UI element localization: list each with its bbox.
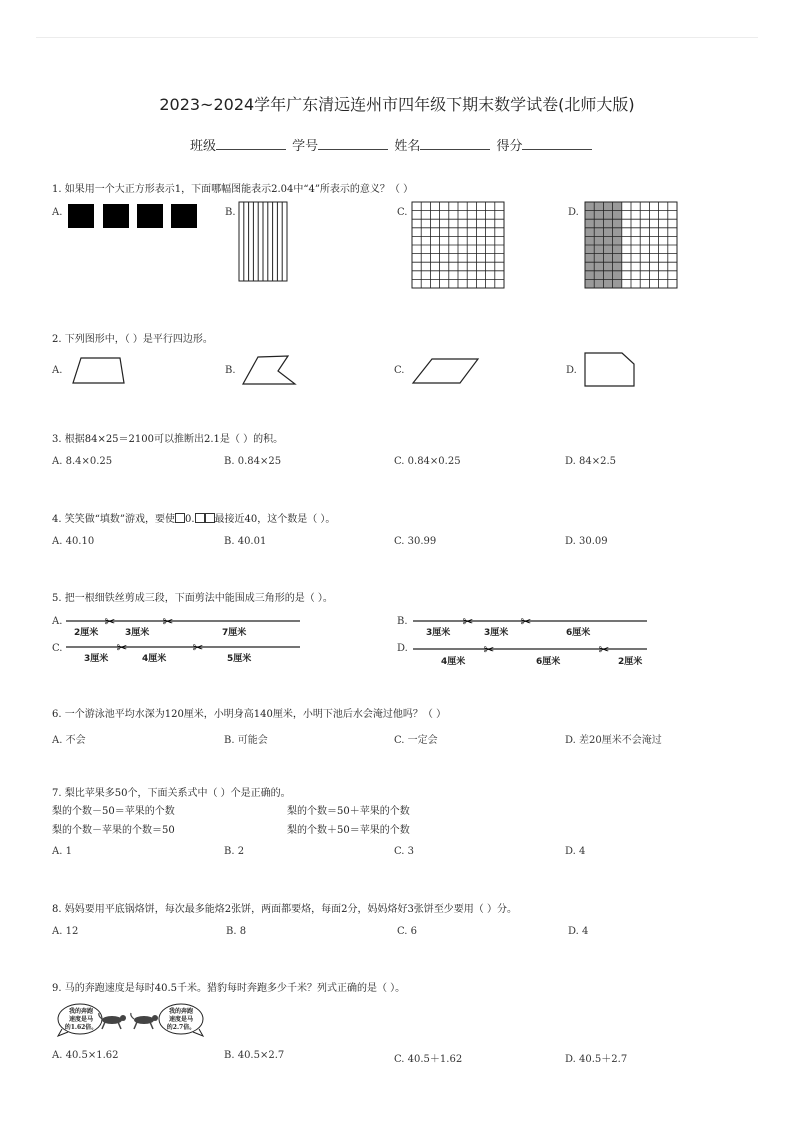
q7-stem: 7. 梨比苹果多50个，下面关系式中（ ）个是正确的。 xyxy=(52,788,291,799)
q4-stem-part2: 0. xyxy=(184,514,195,525)
shaded-cell xyxy=(613,279,622,288)
shaded-cell xyxy=(585,254,594,263)
shaded-cell xyxy=(603,202,612,211)
scissors-icon: ✂ xyxy=(462,615,474,630)
q3-stem: 3. 根据84×25＝2100可以推断出2.1是（ ）的积。 xyxy=(52,434,284,445)
shaded-cell xyxy=(585,228,594,237)
q9-option-d[interactable]: D. 40.5＋2.7 xyxy=(565,1054,628,1065)
shaded-cell xyxy=(603,228,612,237)
bubble-1-line: 我的奔跑 xyxy=(68,1008,93,1015)
q2-trapezoid xyxy=(70,355,130,387)
q9-option-b[interactable]: B. 40.5×2.7 xyxy=(224,1050,285,1061)
shaded-cell xyxy=(603,262,612,271)
shaded-cell xyxy=(594,271,603,280)
class-field[interactable] xyxy=(216,137,286,150)
bubble-2-line: 的2.7倍。 xyxy=(166,1024,196,1031)
q7-relation-2: 梨的个数＝50＋苹果的个数 xyxy=(287,806,410,817)
name-field[interactable] xyxy=(420,137,490,150)
q5-c-seg2: 4厘米 xyxy=(142,654,167,664)
q4-option-d[interactable]: D. 30.09 xyxy=(565,536,608,547)
q7-option-c[interactable]: C. 3 xyxy=(394,846,415,857)
q5-label-a[interactable]: A. xyxy=(52,616,63,627)
q3-option-c[interactable]: C. 0.84×0.25 xyxy=(394,456,461,467)
class-label: 班级 xyxy=(190,139,217,154)
scissors-icon: ✂ xyxy=(116,641,128,656)
q5-b-seg2: 3厘米 xyxy=(484,628,509,638)
q5-c-seg1: 3厘米 xyxy=(84,654,109,664)
q5-a-seg3: 7厘米 xyxy=(222,628,247,638)
q9-option-a[interactable]: A. 40.5×1.62 xyxy=(52,1050,119,1061)
name-label: 姓名 xyxy=(394,139,421,154)
shaded-cell xyxy=(613,236,622,245)
q1-figure-c xyxy=(411,201,506,290)
q9-option-c[interactable]: C. 40.5＋1.62 xyxy=(394,1054,463,1065)
q6-option-d[interactable]: D. 差20厘米不会淹过 xyxy=(565,735,662,746)
q5-d-seg2: 6厘米 xyxy=(536,657,561,667)
q2-parallelogram xyxy=(410,356,482,386)
q2-label-c[interactable]: C. xyxy=(394,365,405,376)
scissors-icon: ✂ xyxy=(162,615,174,630)
shaded-cell xyxy=(603,254,612,263)
q1-label-b[interactable]: B. xyxy=(225,207,236,218)
q7-option-d[interactable]: D. 4 xyxy=(565,846,586,857)
shaded-cell xyxy=(613,262,622,271)
shaded-cell xyxy=(613,271,622,280)
shaded-cell xyxy=(585,219,594,228)
shaded-cell xyxy=(594,245,603,254)
shaded-cell xyxy=(594,211,603,220)
score-label: 得分 xyxy=(496,139,523,154)
q5-stem: 5. 把一根细铁丝剪成三段，下面剪法中能围成三角形的是（ ）。 xyxy=(52,593,333,604)
bubble-1-line: 速度是马 xyxy=(68,1016,93,1023)
q5-d-seg1: 4厘米 xyxy=(441,657,466,667)
q8-option-d[interactable]: D. 4 xyxy=(568,926,589,937)
page-title: 2023~2024学年广东清远连州市四年级下期末数学试卷(北师大版) xyxy=(159,95,635,114)
q5-a-seg1: 2厘米 xyxy=(74,628,99,638)
blank-box xyxy=(205,513,215,523)
shaded-cell xyxy=(613,219,622,228)
black-square xyxy=(103,204,129,228)
cheetah-icon xyxy=(99,1013,126,1029)
q4-option-c[interactable]: C. 30.99 xyxy=(394,536,437,547)
shaded-cell xyxy=(603,279,612,288)
blank-box xyxy=(175,513,185,523)
q2-label-d[interactable]: D. xyxy=(566,365,577,376)
student-info-line xyxy=(190,135,594,154)
shaded-cell xyxy=(585,279,594,288)
q7-option-a[interactable]: A. 1 xyxy=(52,846,72,857)
shaded-cell xyxy=(613,211,622,220)
q5-b-seg3: 6厘米 xyxy=(566,628,591,638)
q7-relation-1: 梨的个数－50＝苹果的个数 xyxy=(52,806,175,817)
q1-figure-d xyxy=(584,201,679,290)
q2-cut-corner-shape xyxy=(582,350,638,390)
q1-figure-a xyxy=(66,202,200,228)
q1-stem: 1. 如果用一个大正方形表示1，下面哪幅图能表示2.04中“4”所表示的意义？（ ） xyxy=(52,184,414,195)
black-square xyxy=(171,204,197,228)
shaded-cell xyxy=(594,202,603,211)
q4-stem-part3: 最接近40，这个数是（ ）。 xyxy=(214,514,336,525)
score-field[interactable] xyxy=(522,137,592,150)
shaded-cell xyxy=(603,211,612,220)
scissors-icon: ✂ xyxy=(483,643,495,658)
shaded-cell xyxy=(585,271,594,280)
q3-option-a[interactable]: A. 8.4×0.25 xyxy=(52,456,113,467)
shaded-cell xyxy=(594,262,603,271)
shaded-cell xyxy=(613,202,622,211)
q8-option-a[interactable]: A. 12 xyxy=(52,926,79,937)
q4-stem-part1: 4. 笑笑做“填数”游戏，要使 xyxy=(52,514,175,525)
shaded-cell xyxy=(585,236,594,245)
shaded-cell xyxy=(585,262,594,271)
scissors-icon: ✂ xyxy=(104,615,116,630)
q8-option-b[interactable]: B. 8 xyxy=(226,926,247,937)
shaded-cell xyxy=(594,236,603,245)
blank-box xyxy=(195,513,205,523)
q3-option-d[interactable]: D. 84×2.5 xyxy=(565,456,617,467)
bubble-1-text xyxy=(62,1008,100,1032)
shaded-cell xyxy=(594,279,603,288)
q1-figure-b xyxy=(238,201,290,283)
shaded-cell xyxy=(603,271,612,280)
q8-option-c[interactable]: C. 6 xyxy=(397,926,418,937)
black-square xyxy=(137,204,163,228)
q7-relation-4: 梨的个数＋50＝苹果的个数 xyxy=(287,825,410,836)
q5-c-seg3: 5厘米 xyxy=(227,654,252,664)
shaded-cell xyxy=(585,245,594,254)
q5-a-seg2: 3厘米 xyxy=(125,628,150,638)
bubble-2-text xyxy=(162,1008,200,1032)
scissors-icon: ✂ xyxy=(192,641,204,656)
q6-option-c[interactable]: C. 一定会 xyxy=(394,735,438,746)
q2-label-b[interactable]: B. xyxy=(225,365,236,376)
q1-label-d[interactable]: D. xyxy=(568,207,579,218)
cheetah-icon xyxy=(131,1013,158,1029)
q5-label-b[interactable]: B. xyxy=(397,616,408,627)
shaded-cell xyxy=(613,245,622,254)
number-label: 学号 xyxy=(292,139,319,154)
q5-label-d[interactable]: D. xyxy=(397,643,408,654)
q4-option-a[interactable]: A. 40.10 xyxy=(52,536,95,547)
shaded-cell xyxy=(594,219,603,228)
q5-wire-a xyxy=(64,612,304,638)
black-square xyxy=(68,204,94,228)
q6-option-b[interactable]: B. 可能会 xyxy=(224,735,268,746)
q2-stem: 2. 下列图形中，（ ）是平行四边形。 xyxy=(52,334,213,345)
shaded-cell xyxy=(613,254,622,263)
q5-d-seg3: 2厘米 xyxy=(618,657,643,667)
q5-label-c[interactable]: C. xyxy=(52,643,63,654)
top-rule xyxy=(36,37,758,38)
shaded-cell xyxy=(594,254,603,263)
q4-stem xyxy=(52,510,335,525)
shaded-cell xyxy=(594,228,603,237)
q7-option-b[interactable]: B. 2 xyxy=(224,846,245,857)
shaded-cell xyxy=(603,219,612,228)
scissors-icon: ✂ xyxy=(598,643,610,658)
shaded-cell xyxy=(585,211,594,220)
q2-label-a[interactable]: A. xyxy=(52,365,63,376)
shaded-cell xyxy=(603,236,612,245)
q4-option-b[interactable]: B. 40.01 xyxy=(224,536,267,547)
bubble-1-line: 的1.62倍。 xyxy=(64,1024,98,1031)
number-field[interactable] xyxy=(318,137,388,150)
q9-stem: 9. 马的奔跑速度是每时40.5千米。猎豹每时奔跑多少千米？列式正确的是（ ）。 xyxy=(52,983,406,994)
q7-relation-3: 梨的个数－苹果的个数＝50 xyxy=(52,825,175,836)
shaded-cell xyxy=(613,228,622,237)
q2-irregular-shape xyxy=(240,352,300,390)
q5-b-seg1: 3厘米 xyxy=(426,628,451,638)
q8-stem: 8. 妈妈要用平底锅烙饼，每次最多能烙2张饼，两面都要烙，每面2分，妈妈烙好3张饼至少要用（ ）分。 xyxy=(52,904,517,915)
q1-label-c[interactable]: C. xyxy=(397,207,408,218)
q1-label-a[interactable]: A. xyxy=(52,207,63,218)
bubble-2-line: 速度是马 xyxy=(168,1016,193,1023)
q3-option-b[interactable]: B. 0.84×25 xyxy=(224,456,282,467)
bubble-2-line: 我的奔跑 xyxy=(168,1008,193,1015)
cheetah-icons xyxy=(98,1010,162,1032)
shaded-cell xyxy=(603,245,612,254)
q6-stem: 6. 一个游泳池平均水深为120厘米，小明身高140厘米，小明下池后水会淹过他吗？（ ） xyxy=(52,709,447,720)
scissors-icon: ✂ xyxy=(520,615,532,630)
q6-option-a[interactable]: A. 不会 xyxy=(52,735,86,746)
shaded-cell xyxy=(585,202,594,211)
